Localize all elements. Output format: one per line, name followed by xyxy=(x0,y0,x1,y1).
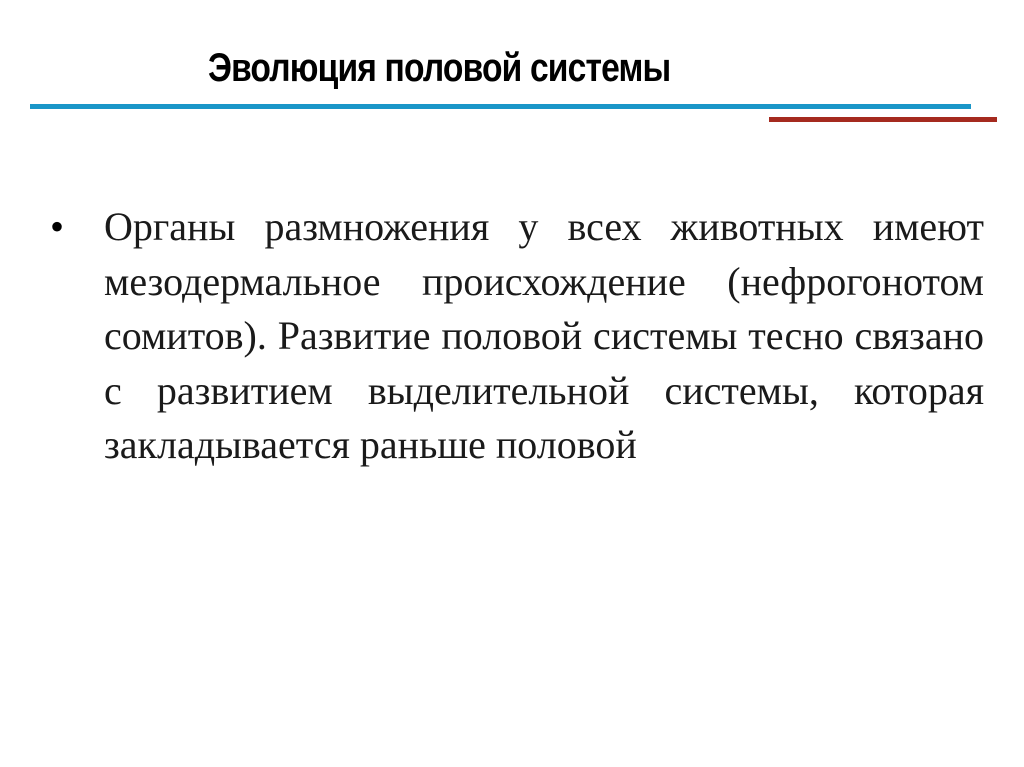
bullet-text: Органы размножения у всех животных имеют мезодермальное происхождение (нефрогонотом сомитов). Развитие половой системы тесно связано с развитием выделительной системы, которая закладывается раньше половой xyxy=(104,204,984,467)
slide-title: Эволюция половой системы xyxy=(208,46,671,90)
title-underline-blue xyxy=(30,104,971,109)
bullet-item xyxy=(50,200,984,473)
accent-line-red xyxy=(769,117,997,122)
bullet-icon: • xyxy=(50,204,65,249)
